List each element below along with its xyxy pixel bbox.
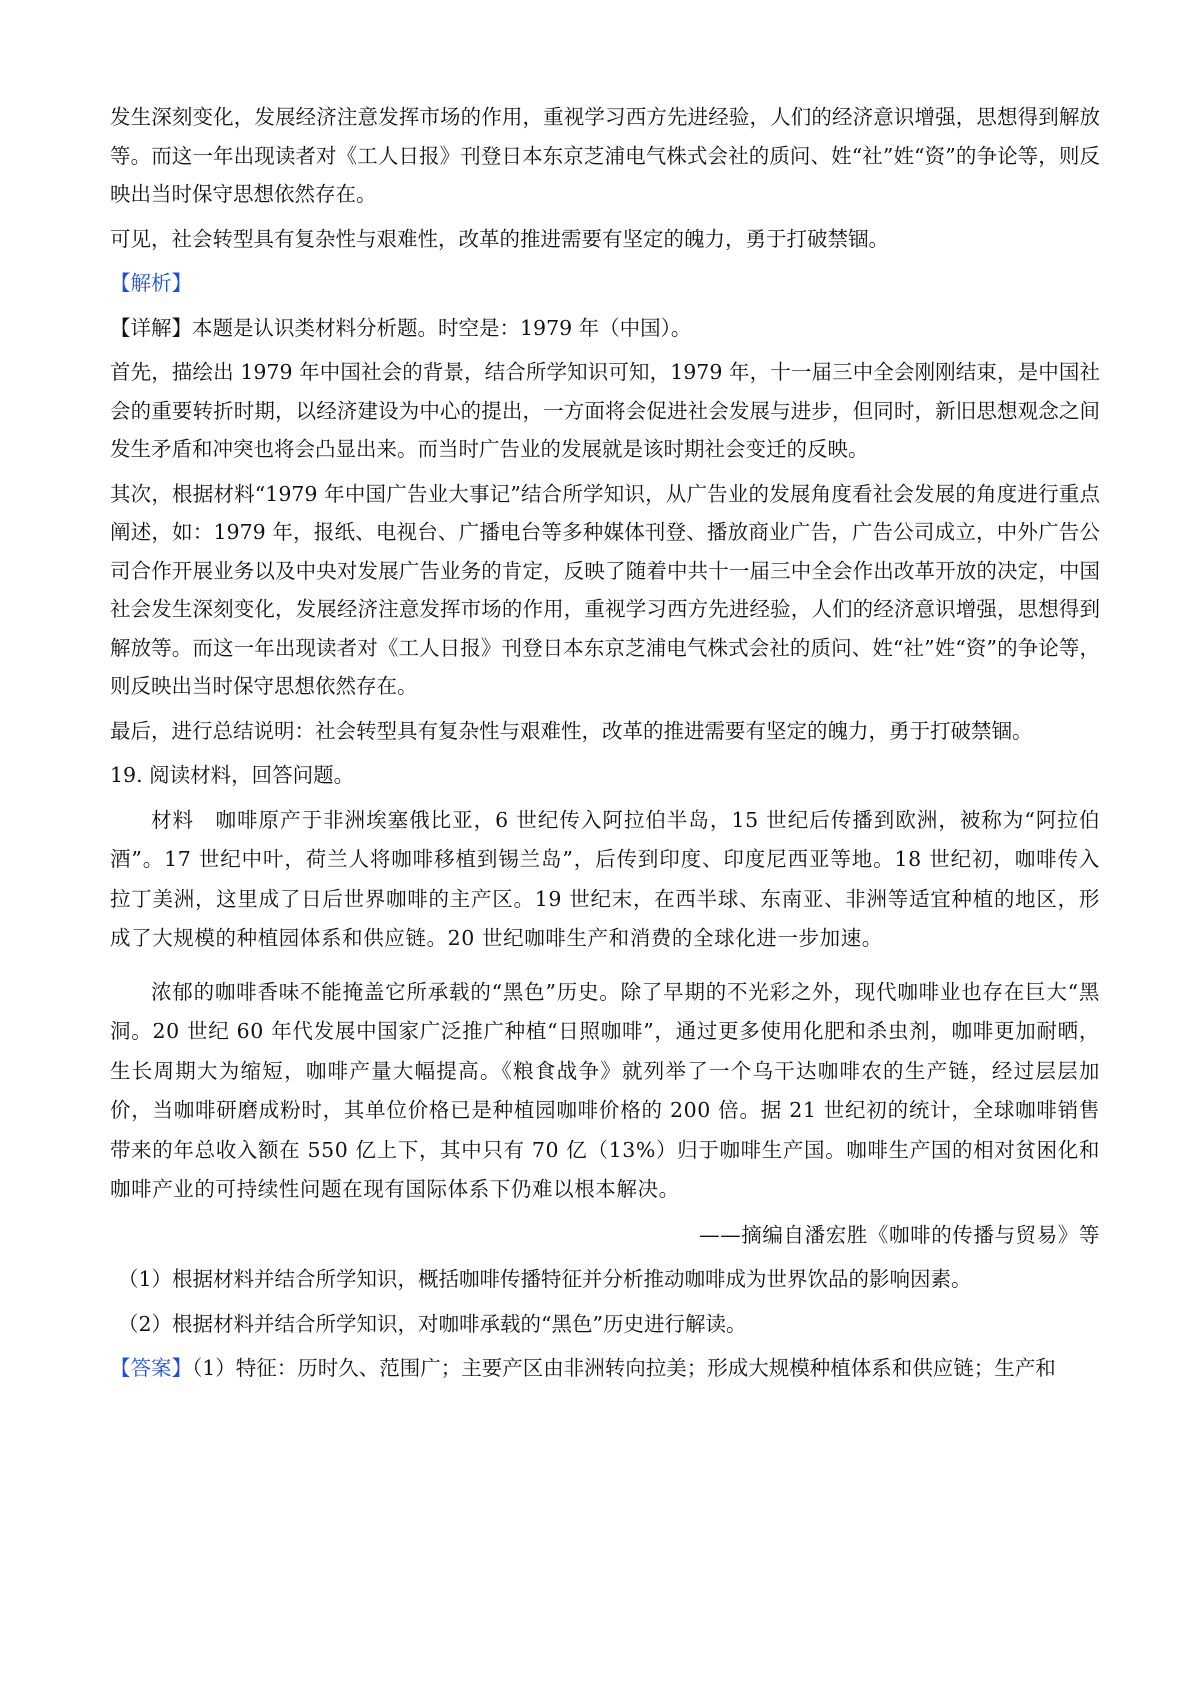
paragraph-last: 最后，进行总结说明：社会转型具有复杂性与艰难性，改革的推进需要有坚定的魄力，勇于打破禁锢。 xyxy=(110,718,1033,743)
paragraph-conclusion: 可见，社会转型具有复杂性与艰难性，改革的推进需要有坚定的魄力，勇于打破禁锢。 xyxy=(110,226,889,251)
answer-paragraph xyxy=(110,1349,1100,1388)
material-source: ——摘编自潘宏胜《咖啡的传播与贸易》等 xyxy=(699,1222,1100,1247)
sub-question-1: （1）根据材料并结合所学知识，概括咖啡传播特征并分析推动咖啡成为世界饮品的影响因素。 xyxy=(118,1267,972,1291)
document-body xyxy=(110,98,1100,1388)
paragraph-second: 其次，根据材料“1979 年中国广告业大事记”结合所学知识，从广告业的发展角度看社会发展的角度进行重点阐述，如：1979 年，报纸、电视台、广播电台等多种媒体刊登、播放商业广告，广告公司成立，中外广告公司合作开展业务以及中央对发展广告业务的肯定，反映了随着中共十一届三中全会作出改革开放的决定，中国社会发生深刻变化，发展经济注意发挥市场的作用，重视学习西方先进经验，人们的经济意识增强，思想得到解放等。而这一年出现读者对《工人日报》刊登日本东京芝浦电气株式会社的质问、姓“社”姓“资”的争论等，则反映出当时保守思想依然存在。 xyxy=(110,481,1100,698)
material-paragraph-1: 材料 咖啡原产于非洲埃塞俄比亚，6 世纪传入阿拉伯半岛，15 世纪后传播到欧洲，被称为“阿拉伯酒”。17 世纪中叶，荷兰人将咖啡移植到锡兰岛”，后传到印度、印度尼西亚等地。18 世纪初，咖啡传入拉丁美洲，这里成了日后世界咖啡的主产区。19 世纪末，在西半球、东南亚、非洲等适宜种植的地区，形成了大规模的种植园体系和供应链。20 世纪咖啡生产和消费的全球化进一步加速。 xyxy=(110,807,1100,950)
answer-label: 【答案】 xyxy=(110,1356,192,1380)
analysis-label: 【解析】 xyxy=(110,271,192,295)
sub-question-2: （2）根据材料并结合所学知识，对咖啡承载的“黑色”历史进行解读。 xyxy=(118,1311,747,1336)
material-paragraph-2: 浓郁的咖啡香味不能掩盖它所承载的“黑色”历史。除了早期的不光彩之外，现代咖啡业也存在巨大“黑洞。20 世纪 60 年代发展中国家广泛推广种植“日照咖啡”，通过更多使用化肥和杀虫剂，咖啡更加耐晒，生长周期大为缩短，咖啡产量大幅提高。《粮食战争》就列举了一个乌干达咖啡农的生产链，经过层层加价，当咖啡研磨成粉时，其单位价格已是种植园咖啡价格的 200 倍。据 21 世纪初的统计，全球咖啡销售带来的年总收入额在 550 亿上下，其中只有 70 亿（13%）归于咖啡生产国。咖啡生产国的相对贫困化和咖啡产业的可持续性问题在现有国际体系下仍难以根本解决。 xyxy=(110,979,1100,1201)
detail-paragraph xyxy=(110,309,1100,348)
answer-text: （1）特征：历时久、范围广；主要产区由非洲转向拉美；形成大规模种植体系和供应链；生产和 xyxy=(192,1356,1056,1380)
analysis-heading xyxy=(110,264,1100,303)
paragraph-continuation: 发生深刻变化，发展经济注意发挥市场的作用，重视学习西方先进经验，人们的经济意识增强，思想得到解放等。而这一年出现读者对《工人日报》刊登日本东京芝浦电气株式会社的质问、姓“社”姓“资”的争论等，则反映出当时保守思想依然存在。 xyxy=(110,105,1100,206)
detail-label: 【详解】 xyxy=(110,315,192,340)
detail-text: 本题是认识类材料分析题。时空是：1979 年（中国）。 xyxy=(192,315,692,340)
paragraph-first: 首先，描绘出 1979 年中国社会的背景，结合所学知识可知，1979 年，十一届三中全会刚刚结束，是中国社会的重要转折时期，以经济建设为中心的提出，一方面将会促进社会发展与进步，但同时，新旧思想观念之间发生矛盾和冲突也将会凸显出来。而当时广告业的发展就是该时期社会变迁的反映。 xyxy=(110,360,1100,461)
question-19-title: 19. 阅读材料，回答问题。 xyxy=(110,763,355,787)
